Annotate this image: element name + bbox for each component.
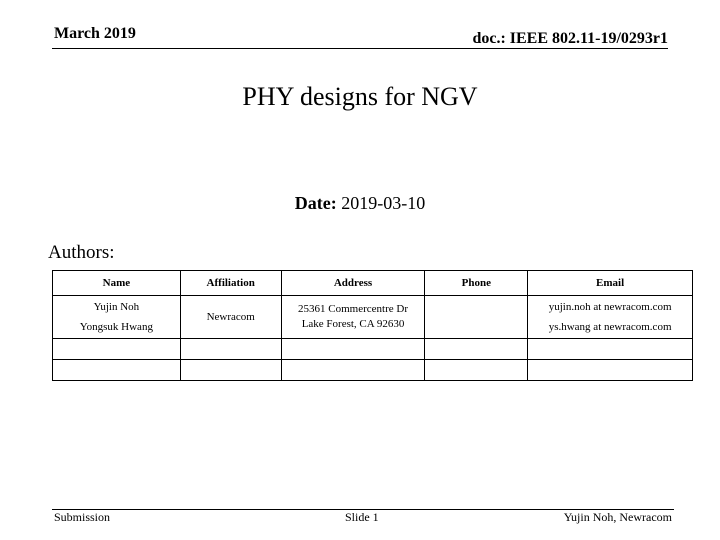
header-date: March 2019	[54, 25, 136, 42]
col-header-name: Name	[53, 271, 181, 296]
header-doc-id: doc.: IEEE 802.11-19/0293r1	[472, 30, 668, 47]
slide-title: PHY designs for NGV	[242, 82, 478, 111]
table-row	[53, 296, 693, 339]
empty-cell	[528, 360, 693, 381]
empty-cell	[180, 360, 281, 381]
empty-cell	[281, 360, 425, 381]
empty-cell	[425, 360, 528, 381]
empty-cell	[180, 339, 281, 360]
header-rule	[52, 48, 668, 49]
empty-cell	[281, 339, 425, 360]
col-header-phone: Phone	[425, 271, 528, 296]
col-header-affiliation: Affiliation	[180, 271, 281, 296]
author-names-cell	[53, 296, 181, 339]
address-line: 25361 Commercentre Dr	[298, 303, 408, 315]
date-line	[0, 193, 720, 214]
footer-slide-number: Slide 1	[345, 510, 379, 524]
table-row	[53, 360, 693, 381]
table-header-row	[53, 271, 693, 296]
empty-cell	[425, 339, 528, 360]
phone-cell	[425, 296, 528, 339]
email-cell	[528, 296, 693, 339]
authors-label: Authors:	[48, 242, 115, 263]
empty-cell	[53, 360, 181, 381]
footer-author: Yujin Noh, Newracom	[563, 510, 672, 524]
address-cell	[281, 296, 425, 339]
affiliation-cell: Newracom	[180, 296, 281, 339]
authors-table	[52, 270, 693, 381]
author-email: yujin.noh at newracom.com	[548, 301, 672, 313]
author-name: Yujin Noh	[93, 301, 140, 313]
date-label: Date:	[294, 193, 337, 213]
author-name: Yongsuk Hwang	[79, 321, 153, 333]
empty-cell	[528, 339, 693, 360]
footer-submission: Submission	[54, 510, 111, 524]
col-header-email: Email	[528, 271, 693, 296]
author-email: ys.hwang at newracom.com	[548, 321, 672, 333]
empty-cell	[53, 339, 181, 360]
col-header-address: Address	[281, 271, 425, 296]
table-row	[53, 339, 693, 360]
date-value: 2019-03-10	[341, 193, 426, 213]
address-line: Lake Forest, CA 92630	[301, 318, 405, 330]
